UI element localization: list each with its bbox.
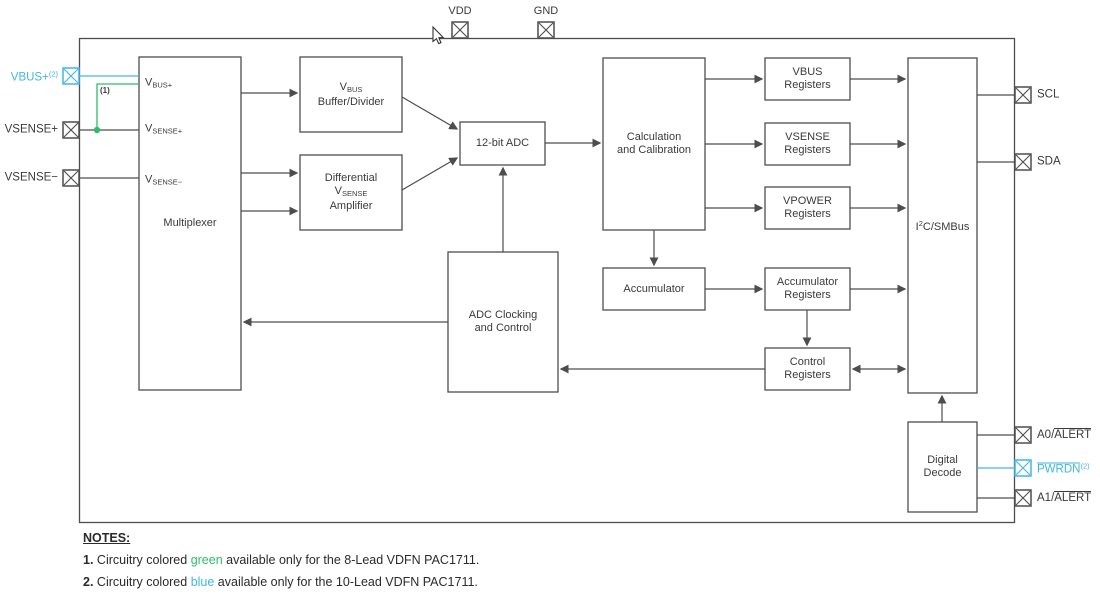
gnd-pin-label: GND	[533, 5, 559, 17]
sda-pin-icon	[1015, 154, 1031, 170]
calc-label	[603, 58, 705, 230]
accum-reg-line2: Registers	[784, 289, 831, 301]
note1-callout: (1)	[100, 86, 110, 95]
digital-decode-label	[908, 422, 977, 512]
connector-amp-to-adc	[402, 158, 457, 190]
accum-reg-line1: Accumulator	[776, 276, 839, 288]
vsense-plus-pin-label: VSENSE+	[4, 123, 58, 136]
note-item-2	[83, 575, 478, 590]
a0-prefix: A0/	[1037, 429, 1055, 441]
adc-clocking-line1: ADC Clocking	[468, 309, 538, 321]
gnd-pin-icon	[538, 22, 554, 38]
junction-dot-green	[94, 127, 100, 133]
vsense-minus-pin-label: VSENSE−	[4, 171, 58, 184]
vpower-reg-line2: Registers	[784, 208, 831, 220]
vbus-reg-line2: Registers	[784, 79, 831, 91]
multiplexer-label: Multiplexer	[163, 217, 217, 229]
vsense-minus-pin-icon	[63, 170, 79, 186]
vbus-registers-label	[765, 58, 850, 100]
digital-decode-line1: Digital	[927, 454, 958, 466]
diff-amp-line1: Differential	[324, 172, 378, 184]
note1-color-word: green	[190, 553, 223, 567]
i2c-i: I	[915, 221, 919, 233]
vbus-plus-note-ref: (2)	[48, 69, 58, 79]
mux-input-vsense-minus-label	[145, 174, 182, 189]
note1-pre: Circuitry colored	[93, 553, 191, 567]
scl-pin-label: SCL	[1037, 88, 1060, 101]
a1-alert-pin-label	[1037, 491, 1091, 505]
a0-alert-pin-icon	[1015, 427, 1031, 443]
note1-post: available only for the 8-Lead VDFN PAC1711.	[222, 553, 480, 567]
i2c-rest: C/SMBus	[922, 221, 970, 233]
mux-vsm-sub: SENSE−	[152, 177, 183, 187]
note2-number: 2.	[83, 575, 94, 589]
mux-vbus-v: V	[145, 76, 153, 89]
vbus-buffer-sub: BUS	[346, 84, 363, 94]
note2-post: available only for the 10-Lead VDFN PAC1711.	[214, 575, 478, 589]
sda-pin-label: SDA	[1037, 155, 1061, 168]
mux-vsp-sub: SENSE+	[152, 126, 183, 136]
note-item-1	[83, 553, 479, 568]
vpower-registers-label	[765, 187, 850, 229]
note2-color-word: blue	[190, 575, 215, 589]
digital-decode-line2: Decode	[923, 467, 962, 479]
vdd-pin-label: VDD	[448, 5, 472, 17]
vbus-buffer-v: V	[339, 80, 347, 93]
a1-prefix: A1/	[1037, 492, 1055, 504]
a0-alert-pin-label	[1037, 428, 1091, 442]
vsense-reg-line2: Registers	[784, 144, 831, 156]
pwrdn-overlined: PWRDN	[1037, 463, 1081, 476]
vpower-reg-line1: VPOWER	[783, 195, 832, 207]
i2c-smbus-label	[908, 58, 977, 393]
calc-line2: and Calibration	[617, 144, 691, 156]
vbus-reg-line1: VBUS	[792, 66, 823, 78]
diff-amp-line3: Amplifier	[329, 200, 373, 212]
diff-amp-line2	[335, 185, 368, 200]
vbus-plus-pin-text: VBUS+	[10, 71, 49, 84]
pwrdn-pin-icon	[1015, 460, 1031, 476]
diff-amp-v: V	[334, 185, 342, 197]
mux-input-vbus-label	[145, 77, 172, 92]
block-outlines	[139, 57, 977, 512]
ctrl-reg-line1: Control	[789, 356, 826, 368]
mux-vsp-v: V	[145, 122, 153, 135]
control-registers-label	[765, 348, 850, 390]
pwrdn-note-ref: (2)	[1080, 461, 1090, 471]
ctrl-reg-line2: Registers	[784, 369, 831, 381]
vsense-plus-pin-icon	[63, 122, 79, 138]
pwrdn-pin-label	[1037, 460, 1090, 477]
vbus-buffer-label	[300, 57, 402, 132]
mux-input-vsense-plus-label	[145, 123, 182, 138]
accumulator-label: Accumulator	[623, 282, 685, 295]
mux-vbus-sub: BUS+	[152, 80, 173, 90]
a1-alert-pin-icon	[1015, 490, 1031, 506]
vsense-reg-line1: VSENSE	[785, 131, 830, 143]
adc-clocking-line2: and Control	[474, 322, 532, 334]
adc-clocking-label	[448, 252, 558, 392]
vbus-buffer-line1	[340, 81, 363, 96]
i2c-smbus-text	[916, 217, 970, 234]
notes-heading: NOTES:	[83, 531, 131, 545]
vbus-buffer-line2: Buffer/Divider	[317, 95, 385, 108]
mux-vsm-v: V	[145, 173, 153, 186]
vsense-registers-label	[765, 123, 850, 165]
a0-alert-overlined: ALERT	[1054, 429, 1092, 441]
scl-pin-icon	[1015, 87, 1031, 103]
mouse-cursor	[433, 27, 443, 44]
diff-amp-label	[300, 155, 402, 230]
note1-number: 1.	[83, 553, 94, 567]
vbus-plus-pin-icon	[63, 68, 79, 84]
calc-line1: Calculation	[626, 131, 682, 143]
connector-buffer-to-adc	[402, 97, 457, 129]
adc-label: 12-bit ADC	[475, 137, 530, 149]
i2c-sup: 2	[918, 219, 923, 228]
vbus-plus-pin-label	[0, 68, 58, 85]
vdd-pin-icon	[452, 22, 468, 38]
accumulator-registers-label	[765, 268, 850, 310]
diff-amp-sub: SENSE	[341, 189, 368, 198]
a1-alert-overlined: ALERT	[1054, 492, 1092, 504]
note2-pre: Circuitry colored	[93, 575, 191, 589]
